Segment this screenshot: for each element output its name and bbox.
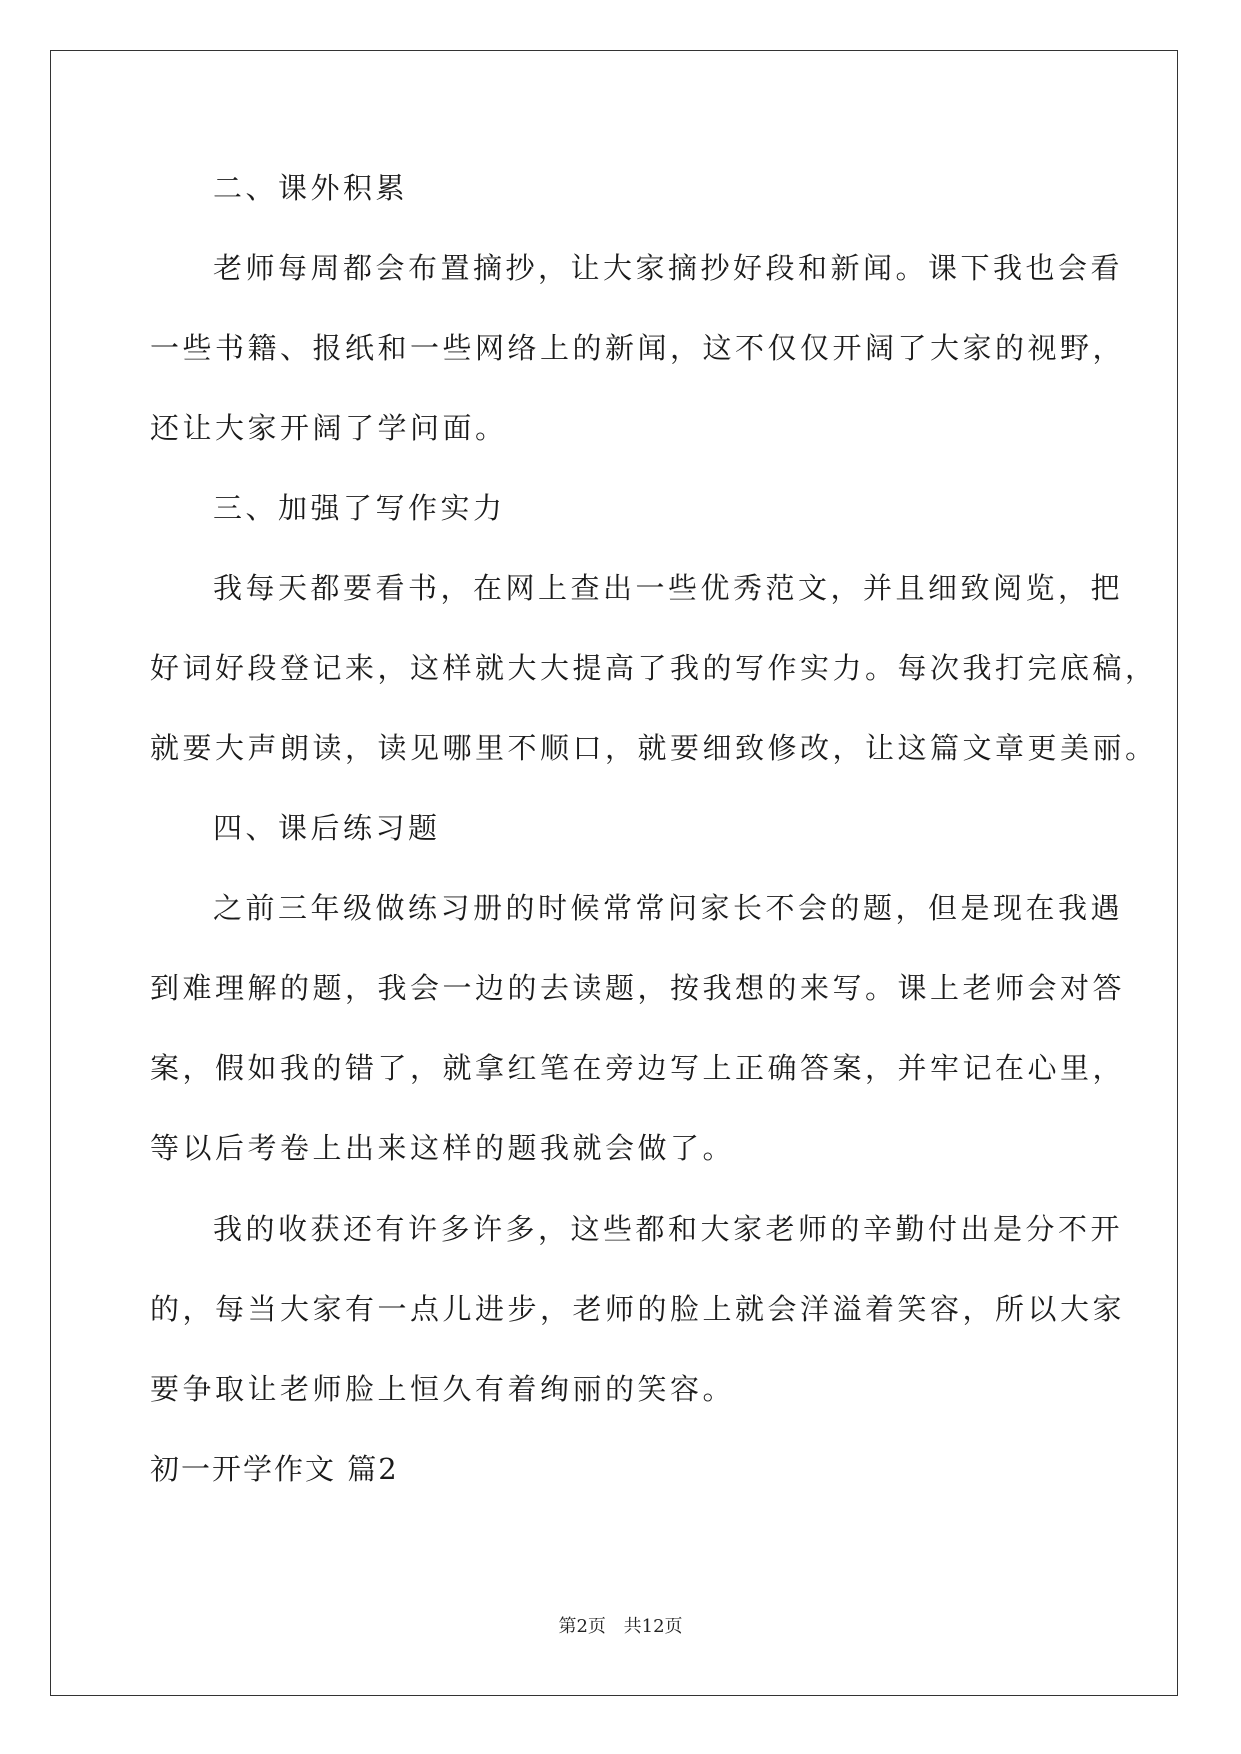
paragraph-line: 等以后考卷上出来这样的题我就会做了。	[150, 1131, 736, 1165]
paragraph-line: 案，假如我的错了，就拿红笔在旁边写上正确答案，并牢记在心里，	[150, 1051, 1126, 1085]
page-number: 第2页	[558, 1616, 606, 1637]
page-footer	[0, 1612, 1241, 1638]
paragraph-line: 老师每周都会布置摘抄，让大家摘抄好段和新闻。课下我也会看	[213, 251, 1124, 285]
paragraph-line: 的，每当大家有一点儿进步，老师的脸上就会洋溢着笑容，所以大家	[150, 1292, 1126, 1326]
paragraph-line: 到难理解的题，我会一边的去读题，按我想的来写。课上老师会对答	[150, 971, 1126, 1005]
paragraph-line: 我的收获还有许多许多，这些都和大家老师的辛勤付出是分不开	[213, 1212, 1124, 1246]
paragraph-line: 就要大声朗读，读见哪里不顺口，就要细致修改，让这篇文章更美丽。	[150, 731, 1158, 765]
paragraph-line: 之前三年级做练习册的时候常常问家长不会的题，但是现在我遇	[213, 891, 1124, 925]
paragraph-line: 好词好段登记来，这样就大大提高了我的写作实力。每次我打完底稿，	[150, 651, 1158, 685]
paragraph-line: 要争取让老师脸上恒久有着绚丽的笑容。	[150, 1372, 736, 1406]
paragraph-line: 我每天都要看书，在网上查出一些优秀范文，并且细致阅览，把	[213, 571, 1124, 605]
section-heading-4: 四、课后练习题	[213, 811, 441, 845]
page-total: 共12页	[623, 1616, 683, 1637]
section-heading-3: 三、加强了写作实力	[213, 491, 506, 525]
section-heading-2: 二、课外积累	[213, 171, 409, 205]
next-essay-title: 初一开学作文 篇2	[150, 1452, 399, 1486]
paragraph-line: 一些书籍、报纸和一些网络上的新闻，这不仅仅开阔了大家的视野，	[150, 331, 1126, 365]
paragraph-line: 还让大家开阔了学问面。	[150, 411, 508, 445]
